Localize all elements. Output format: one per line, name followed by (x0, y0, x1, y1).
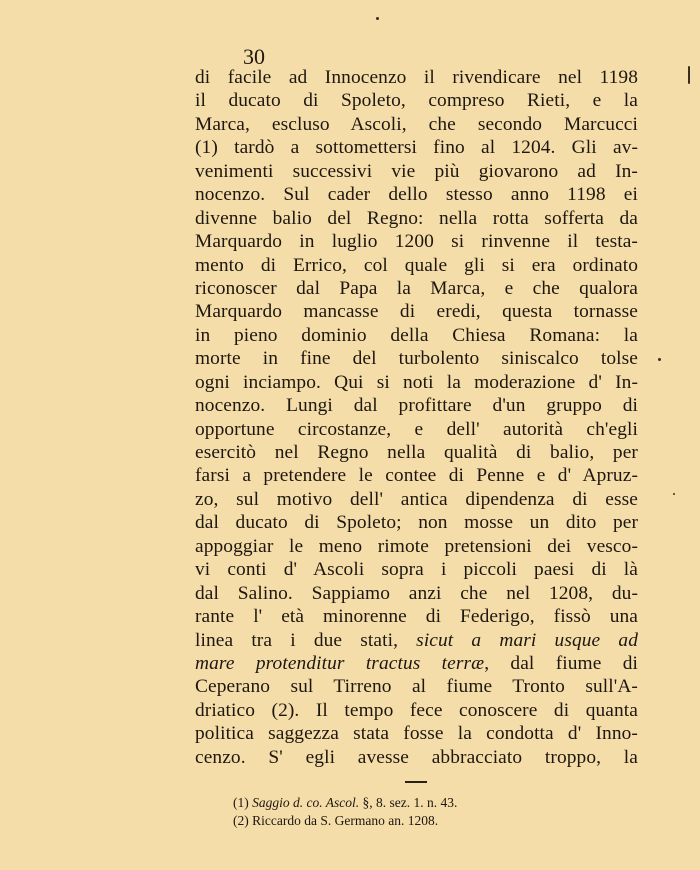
footnote (233, 812, 457, 830)
text-line: morte in fine del turbolento siniscalco tolse (195, 348, 638, 370)
text-line (195, 652, 638, 675)
text-line: cenzo. S' egli avesse abbracciato troppo, la (195, 746, 638, 768)
text-line (195, 629, 638, 652)
text-line: divenne balio del Regno: nella rotta sofferta da (195, 207, 638, 229)
paper-speck (688, 66, 690, 84)
text-line: nocenzo. Lungi dal profittare d'un gruppo di (195, 395, 638, 417)
text-line: di facile ad Innocenzo il rivendicare nel 1198 (195, 67, 638, 88)
text-line: ogni inciampo. Qui si noti la moderazione d' In- (195, 371, 638, 393)
text-line: Marquardo in luglio 1200 si rinvenne il testa- (195, 231, 638, 253)
text-line: vi conti d' Ascoli sopra i piccoli paesi di là (195, 559, 638, 581)
text-line: opportune circostanze, e dell' autorità ch'egli (195, 418, 638, 440)
footnote (233, 794, 457, 812)
footnote-source: Saggio d. co. Ascol. (252, 795, 360, 810)
text-line: Marca, escluso Ascoli, che secondo Marcucci (195, 113, 638, 135)
body-text (195, 66, 638, 769)
footnote-reference: §, 8. sez. 1. n. 43. (359, 795, 458, 810)
text-line: appoggiar le meno rimote pretensioni dei vesco- (195, 535, 638, 557)
footnote-mark: (2) (233, 813, 249, 828)
text-line: esercitò nel Regno nella qualità di balio, per (195, 442, 638, 463)
text-line: rante l' età minorenne di Federigo, fissò una (195, 606, 638, 628)
latin-quote: mare protenditur tractus terræ (195, 652, 485, 674)
text-line: Marquardo mancasse di eredi, questa tornasse (195, 301, 638, 323)
text-line: (1) tardò a sottomettersi fino al 1204. Gli av- (195, 137, 638, 159)
text-line: politica saggezza stata fosse la condotta d' Inno- (195, 723, 638, 745)
text-line: il ducato di Spoleto, compreso Rieti, e la (195, 90, 638, 112)
paper-speck (376, 17, 379, 20)
footnote-reference: Riccardo da S. Germano an. 1208. (252, 813, 439, 828)
text-line: riconoscer dal Papa la Marca, e che qualora (195, 277, 638, 299)
text-line: farsi a pretendere le contee di Penne e d' Apruz- (195, 465, 638, 487)
paper-speck (673, 493, 675, 495)
text-line: nocenzo. Sul cader dello stesso anno 1198 ei (195, 184, 638, 206)
footnote-mark: (1) (233, 795, 249, 810)
text-line: dal ducato di Spoleto; non mosse un dito per (195, 512, 638, 534)
paper-speck (658, 358, 661, 361)
text-segment: linea tra i due stati, (195, 629, 417, 651)
page-number: 30 (243, 44, 265, 69)
text-segment: , dal fiume di (484, 652, 638, 674)
text-line: venimenti successivi vie più giovarono ad In- (195, 160, 638, 182)
text-line: Ceperano sul Tirreno al fiume Tronto sull'A- (195, 676, 638, 698)
text-line: driatico (2). Il tempo fece conoscere di quanta (195, 699, 638, 721)
text-line: zo, sul motivo dell' antica dipendenza di esse (195, 488, 638, 510)
text-line: in pieno dominio della Chiesa Romana: la (195, 324, 638, 346)
latin-quote: sicut a mari usque ad (416, 629, 638, 651)
text-line: mento di Errico, col quale gli si era ordinato (195, 254, 638, 276)
text-line: dal Salino. Sappiamo anzi che nel 1208, du- (195, 582, 638, 604)
footnotes (233, 794, 457, 830)
footnote-separator (405, 781, 427, 783)
